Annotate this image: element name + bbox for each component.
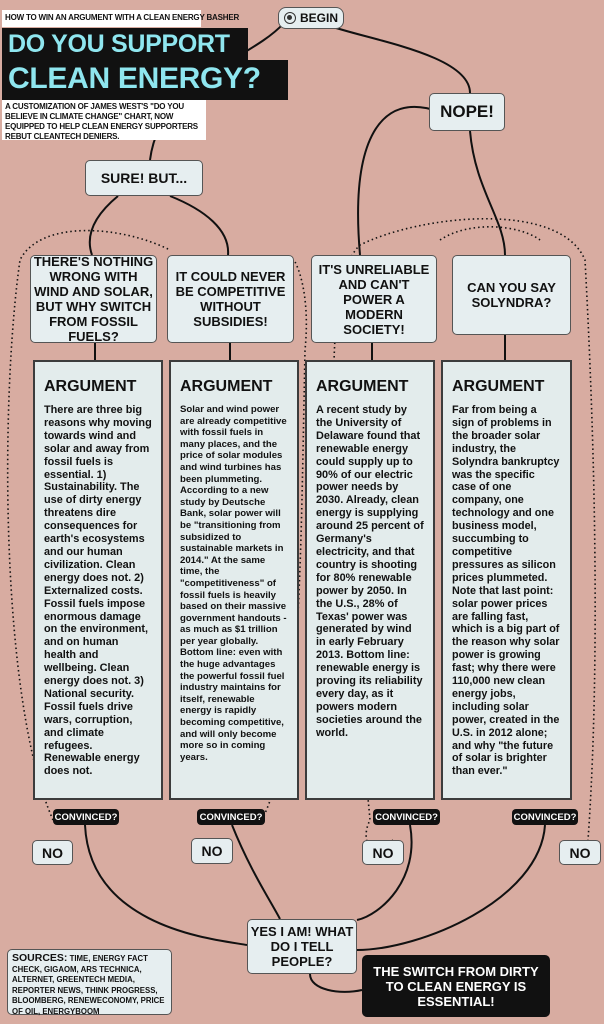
argument-heading: ARGUMENT <box>452 378 545 395</box>
yes-node: YES I AM! WHAT DO I TELL PEOPLE? <box>247 919 357 974</box>
argument-body: Far from being a sign of problems in the broader solar industry, the Solyndra bankruptcy was the specific case of one company, one technology and one business model, succumbing to competitive pressures as silicon prices plummeted. Note that last point: solar power prices are falling fast, which is a big part of the reason why solar power is growing fast; why there were 110,000 new clean energy jobs, including solar power, created in the U.S. in 2012 alone; and why "the future of solar is brighter than ever." <box>452 404 560 778</box>
sources-box <box>7 949 172 1015</box>
argument-box-4 <box>441 360 572 800</box>
argument-body: A recent study by the University of Delaware found that renewable energy could supply up to 90% of our electric power needs by 2030. Already, clean energy is supplying around 25 percent of Germany's electricity, and that country is shooting for 80% renewable power by 2050. In the U.S., 28% of Texas' power was generated by wind in early February 2013. Bottom line: renewable energy is proving its reliability every day, as it powers modern societies around the world. <box>316 404 424 739</box>
no-node-2: NO <box>191 838 233 864</box>
sources-label: SOURCES: <box>12 952 68 964</box>
objection-3: IT'S UNRELIABLE AND CAN'T POWER A MODERN SOCIETY! <box>311 255 437 343</box>
no-node-4: NO <box>559 840 601 865</box>
argument-body: Solar and wind power are already competitive with fossil fuels in many places, and the price of solar modules and wind turbines has been plummeting. According to a new study by Deutsche Bank, solar power will be "transitioning from subsidized to sustainable markets in 2014." At the same time, the "competitiveness" of fossil fuels is heavily based on their massive government handouts - as much as $1 trillion per year globally. Bottom line: even with the huge advantages the powerful fossil fuel industry maintains for itself, renewable energy is rapidly becoming competitive, and will only become more so in coming years. <box>180 404 287 763</box>
kicker-text: HOW TO WIN AN ARGUMENT WITH A CLEAN ENERGY BASHER <box>2 10 201 27</box>
start-circle-icon <box>284 12 296 24</box>
objection-1: THERE'S NOTHING WRONG WITH WIND AND SOLAR, BUT WHY SWITCH FROM FOSSIL FUELS? <box>30 255 157 343</box>
begin-node <box>278 7 344 29</box>
final-message: THE SWITCH FROM DIRTY TO CLEAN ENERGY IS ESSENTIAL! <box>362 955 550 1017</box>
argument-heading: ARGUMENT <box>316 378 409 395</box>
answer-no-node: NOPE! <box>429 93 505 131</box>
title-line-2: CLEAN ENERGY? <box>2 60 288 100</box>
argument-body: There are three big reasons why moving towards wind and solar and away from fossil fuels is essential. 1) Sustainability. The use of dirty energy threatens dire consequences for earth's ecosystems and our human civilization. Clean energy does not. 2) Externalized costs. Fossil fuels impose enormous damage on the environment, and on human health and wellbeing. Clean energy does not. 3) National security. Fossil fuels drive wars, corruption, and climate refugees. Renewable energy does not. <box>44 404 152 778</box>
argument-box-2 <box>169 360 299 800</box>
convinced-label-3: CONVINCED? <box>373 809 440 825</box>
argument-box-3 <box>305 360 435 800</box>
convinced-label-4: CONVINCED? <box>512 809 578 825</box>
argument-heading: ARGUMENT <box>180 378 273 395</box>
no-node-1: NO <box>32 840 73 865</box>
no-node-3: NO <box>362 840 404 865</box>
subtitle-text: A CUSTOMIZATION OF JAMES WEST'S "DO YOU BELIEVE IN CLIMATE CHANGE" CHART, NOW EQUIPPED TO HELP CLEAN ENERGY SUPPORTERS REBUT CLEANTECH DENIERS. <box>2 100 206 140</box>
objection-2: IT COULD NEVER BE COMPETITIVE WITHOUT SUBSIDIES! <box>167 255 294 343</box>
convinced-label-2: CONVINCED? <box>197 809 265 825</box>
answer-yes-node: SURE! BUT... <box>85 160 203 196</box>
argument-heading: ARGUMENT <box>44 378 137 395</box>
convinced-label-1: CONVINCED? <box>53 809 119 825</box>
begin-label: BEGIN <box>299 11 338 25</box>
argument-box-1 <box>33 360 163 800</box>
objection-4: CAN YOU SAY SOLYNDRA? <box>452 255 571 335</box>
title-line-1: DO YOU SUPPORT <box>2 28 248 60</box>
sources-list: TIME, ENERGY FACT CHECK, GIGAOM, ARS TECHNICA, ALTERNET, GREENTECH MEDIA, REPORTER NEWS, THINK PROGRESS, BLOOMBERG, RENEWECONOMY, PRICE OF OIL, ENERGYBOOM <box>12 954 165 1016</box>
